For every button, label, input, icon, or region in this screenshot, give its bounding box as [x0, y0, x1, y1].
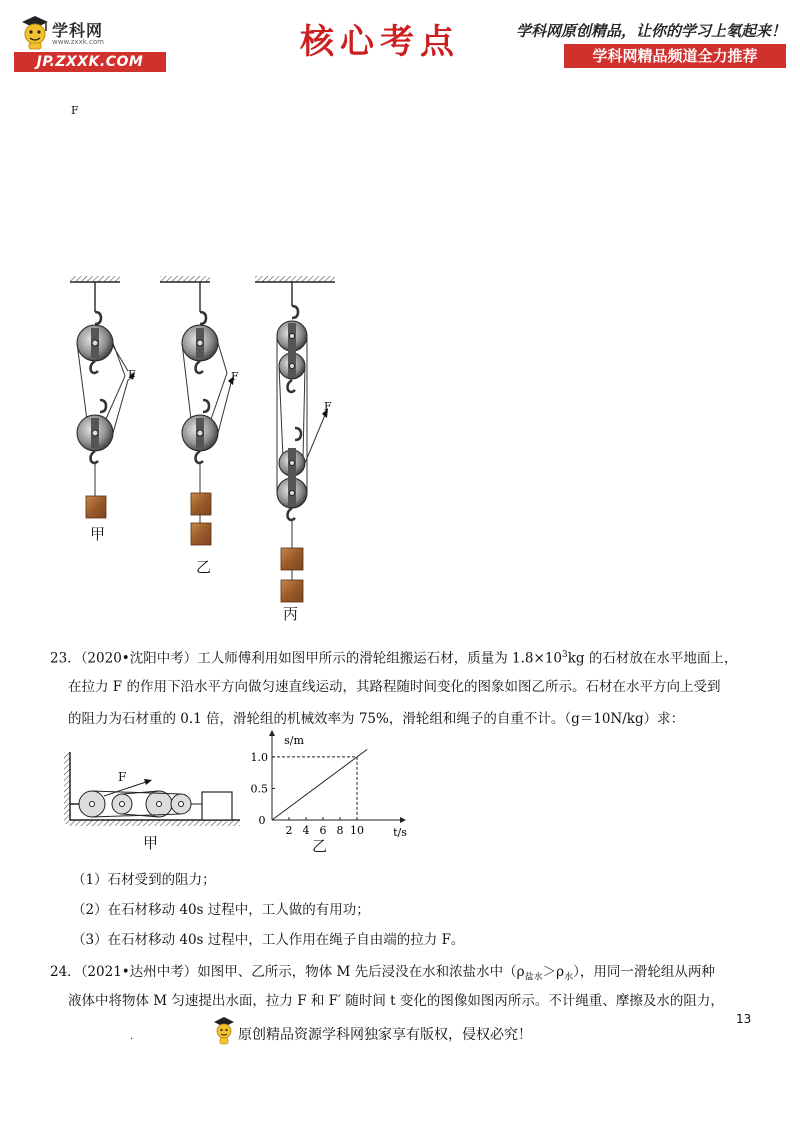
- q23-figure-jia-label: 甲: [143, 834, 159, 852]
- q23-sub-2: （2）在石材移动 40s 过程中，工人做的有用功；: [72, 902, 370, 918]
- page-footer: [0, 1010, 800, 1060]
- pulley-yi: [160, 276, 234, 545]
- recommend-banner[interactable]: 学科网精品频道全力推荐: [564, 44, 786, 68]
- q23-exponent: 3: [562, 650, 568, 660]
- y-tick-label: 0.5: [250, 782, 268, 796]
- force-label-jia-f: F: [128, 368, 136, 381]
- q24-text-1-tail: ），用同一滑轮组从两种: [573, 964, 715, 980]
- x-tick-label: 10: [350, 824, 364, 837]
- q23-sub-1: （1）石材受到的阻力；: [72, 872, 216, 888]
- x-tick-label: 6: [319, 824, 327, 837]
- page-header: [0, 0, 800, 80]
- q23-line-1: [50, 645, 737, 669]
- q23-figure-yi-label: 乙: [312, 837, 328, 855]
- q23-sub-3: （3）在石材移动 40s 过程中，工人作用在绳子自由端的拉力 F。: [72, 932, 465, 948]
- q24-text-1: 如图甲、乙所示，物体 M 先后浸没在水和浓盐水中（ρ: [197, 964, 525, 980]
- pulley-bing: [255, 276, 335, 602]
- footer-dot: .: [130, 1031, 134, 1042]
- q24-line-2: 液体中将物体 M 匀速提出水面，拉力 F 和 F′ 随时间 t 变化的图像如图丙所示。不计绳重、摩擦及水的阻力，: [68, 993, 724, 1009]
- q23-number: 23．: [50, 650, 81, 667]
- q23-force-label: F: [118, 770, 127, 784]
- q24-source: （2021•达州中考）: [80, 964, 198, 980]
- y-tick-label: 1.0: [250, 750, 268, 764]
- x-tick-label: 2: [285, 824, 293, 837]
- q23-line-3: 的阻力为石材重的 0.1 倍，滑轮组的机械效率为 75%，滑轮组和绳子的自重不计。（g＝10N/kg）求：: [68, 711, 685, 727]
- q24-sub-b: 水: [564, 972, 574, 983]
- y-axis-label: s/m: [284, 734, 304, 747]
- s-t-line-chart: [250, 728, 410, 846]
- logo-domain: www.zxxk.com: [52, 38, 104, 46]
- footer-mascot-icon: [212, 1016, 236, 1046]
- horizontal-pulley-figure: [64, 752, 244, 832]
- q23-line-2: 在拉力 F 的作用下沿水平方向做匀速直线运动，其路程随时间变化的图象如图乙所示。石材在水平方向上受到: [68, 679, 721, 695]
- force-label-yi-f: F: [231, 370, 239, 383]
- q24-mid: ＞ρ: [542, 964, 565, 980]
- y-axis-arrow: [269, 730, 275, 736]
- figure-label-yi: 乙: [196, 558, 212, 576]
- logo-name: 学科网: [52, 21, 104, 40]
- force-label-bing-f: F: [324, 400, 332, 413]
- header-slogan: 学科网原创精品，让你的学习上氡起来！: [515, 22, 786, 40]
- page-title: 核心考点: [300, 22, 460, 62]
- q24-number: 24．: [50, 964, 81, 980]
- figure-label-jia: 甲: [90, 525, 106, 543]
- q23-text-1-tail: kg 的石材放在水平地面上，: [567, 650, 738, 667]
- x-tick-label: 4: [302, 824, 310, 837]
- page-number: 13: [736, 1012, 752, 1026]
- origin-label: 0: [258, 814, 266, 827]
- q23-source: （2020•沈阳中考）: [80, 650, 198, 667]
- x-axis-arrow: [400, 817, 406, 823]
- pulley-jia: [70, 276, 135, 518]
- mascot-icon: [18, 14, 52, 50]
- x-tick-label: 8: [336, 824, 344, 837]
- force-label-jia: F: [71, 104, 79, 117]
- q24-line-1: [50, 962, 715, 988]
- q24-sub-a: 盐水: [524, 972, 543, 983]
- x-axis-label: t/s: [393, 826, 407, 839]
- copyright-notice: 原创精品资源学科网独家享有版权，侵权必究！: [238, 1027, 532, 1043]
- logo-url-banner[interactable]: JP.ZXXK.COM: [14, 52, 166, 72]
- site-logo[interactable]: [10, 14, 160, 72]
- q23-text-1: 工人师傅利用如图甲所示的滑轮组搬运石材，质量为 1.8×10: [197, 650, 563, 667]
- series-line: [272, 749, 367, 820]
- figure-label-bing: 丙: [283, 605, 299, 623]
